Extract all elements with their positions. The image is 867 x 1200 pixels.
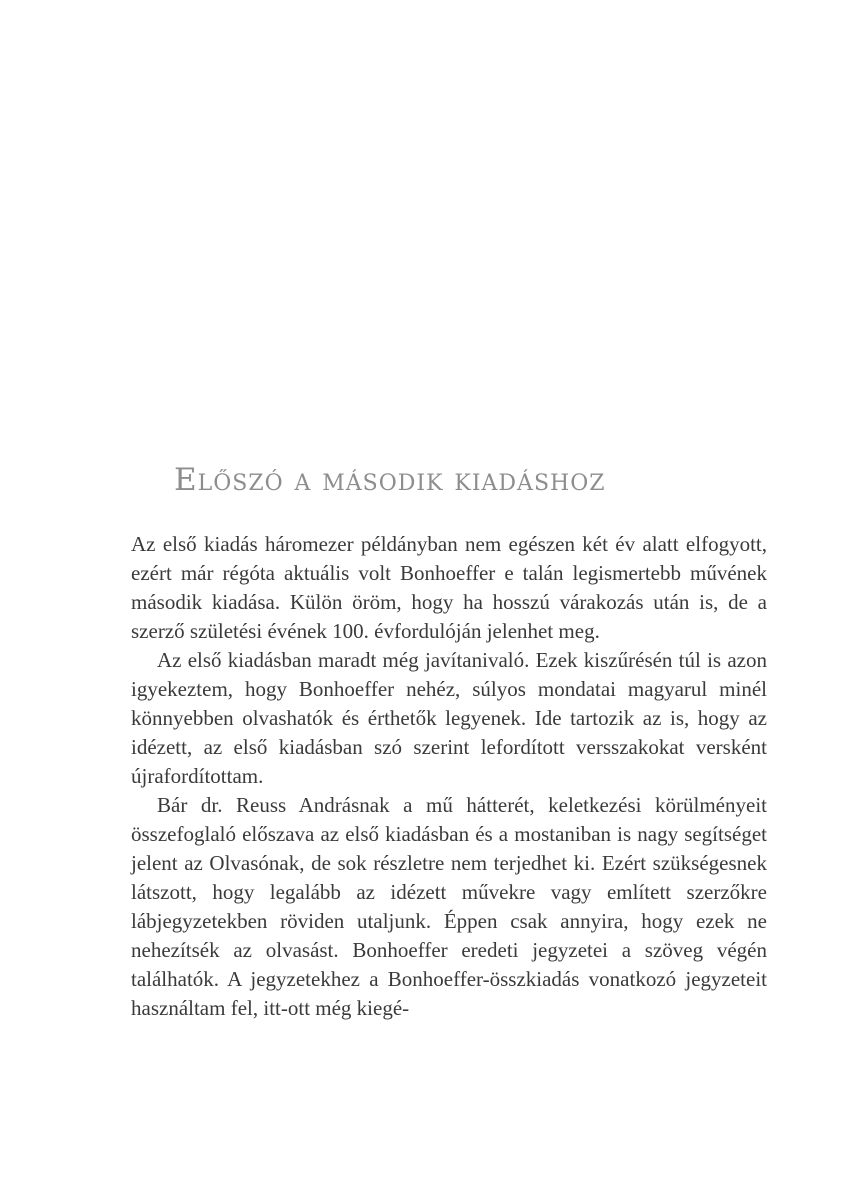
paragraph-1: Az első kiadás háromezer példányban nem egészen két év alatt elfogyott, ezért már régóta aktuális volt Bonhoeffer e talán legismertebb művének második kiadása. Külön öröm, hogy ha hosszú várakozás után is, de a szerző születési évének 100. évfordulóján jelenhet meg. (131, 532, 767, 643)
body-text (131, 530, 767, 1023)
chapter-title: Előszó a második kiadáshoz (174, 462, 606, 498)
paragraph-3: Bár dr. Reuss Andrásnak a mű hátterét, keletkezési körülményeit összefoglaló előszava az első kiadásban és a mostaniban is nagy segítséget jelent az Olvasónak, de sok részletre nem terjedhet ki. Ezért szükségesnek látszott, hogy legalább az idézett művekre vagy említett szerzőkre lábjegyzetekben röviden utaljunk. Éppen csak annyira, hogy ezek ne nehezítsék az olvasást. Bonhoeffer eredeti jegyzetei a szöveg végén találhatók. A jegyzetekhez a Bonhoeffer-összkiadás vonatkozó jegyzeteit használtam fel, itt-ott még kiegé- (131, 793, 767, 1020)
paragraph-2: Az első kiadásban maradt még javítanivaló. Ezek kiszűrésén túl is azon igyekeztem, hogy Bonhoeffer nehéz, súlyos mondatai magyarul minél könnyebben olvashatók és érthetők legyenek. Ide tartozik az is, hogy az idézett, az első kiadásban szó szerint lefordított versszakokat versként újrafordítottam. (131, 648, 767, 788)
